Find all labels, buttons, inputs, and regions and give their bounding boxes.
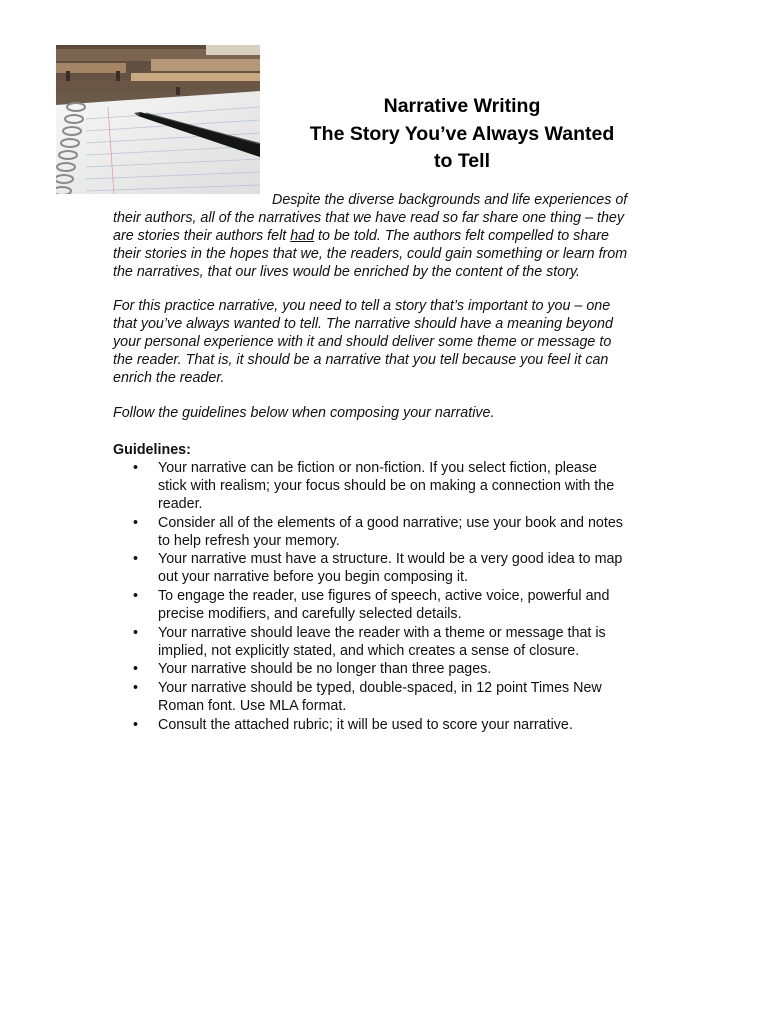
bullet-icon: • (133, 551, 139, 568)
guideline-item: • Consult the attached rubric; it will be used to score your narrative. (133, 716, 573, 733)
intro-line: their stories in the hopes that we, the readers, could gain something or learn from (113, 246, 628, 262)
practice-line: that you’ve always wanted to tell. The narrative should have a meaning beyond (113, 316, 613, 332)
practice-line: enrich the reader. (113, 370, 225, 386)
guideline-item: • To engage the reader, use figures of speech, active voice, powerful and precise modifiers, and carefully selected details. (133, 588, 610, 623)
intro-line: their authors, all of the narratives that we have read so far share one thing – they (113, 210, 625, 226)
intro-line: the narratives, that our lives would be enriched by the content of the story. (113, 264, 581, 280)
guideline-item: • Your narrative should leave the reader with a theme or message that is implied, not explicitly stated, and which creates a sense of closure. (133, 624, 606, 659)
guidelines-heading: Guidelines: (113, 442, 191, 458)
title-line-2: The Story You’ve Always Wanted (309, 122, 615, 145)
bullet-icon: • (133, 514, 139, 531)
document-title (262, 93, 662, 176)
practice-line: the reader. That is, it should be a narrative that you tell because you feel it can (113, 352, 609, 368)
guideline-item: • Your narrative should be no longer than three pages. (133, 661, 492, 678)
guidelines-list (113, 459, 673, 735)
guideline-item: • Your narrative must have a structure. It would be a very good idea to map out your narrative before you begin composing it. (133, 551, 623, 586)
follow-instruction: Follow the guidelines below when composing your narrative. (113, 405, 495, 421)
guideline-item: • Your narrative can be fiction or non-fiction. If you select fiction, please stick with realism; your focus should be on making a connection with the reader. (133, 460, 615, 512)
practice-paragraph (113, 297, 673, 387)
bullet-icon: • (133, 588, 139, 605)
practice-line: your personal experience with it and should deliver some theme or message to (113, 334, 612, 350)
intro-line: Despite the diverse backgrounds and life experiences of (272, 192, 628, 208)
bullet-icon: • (133, 624, 139, 641)
guideline-item: • Your narrative should be typed, double-spaced, in 12 point Times New Roman font. Use MLA format. (133, 680, 602, 715)
emphasis-had: had (290, 228, 315, 244)
guideline-item: • Consider all of the elements of a good narrative; use your book and notes to help refresh your memory. (133, 514, 623, 549)
bullet-icon: • (133, 460, 139, 476)
practice-line: For this practice narrative, you need to tell a story that’s important to you – one (113, 298, 611, 314)
notebook-pen-photo (56, 45, 260, 194)
title-line-1: Narrative Writing (383, 95, 541, 117)
intro-paragraph (113, 191, 673, 281)
bullet-icon: • (133, 716, 139, 733)
bullet-icon: • (133, 661, 139, 678)
title-line-3: to Tell (434, 150, 490, 172)
intro-line: are stories their authors felt had to be told. The authors felt compelled to share (113, 228, 609, 244)
bullet-icon: • (133, 680, 139, 697)
